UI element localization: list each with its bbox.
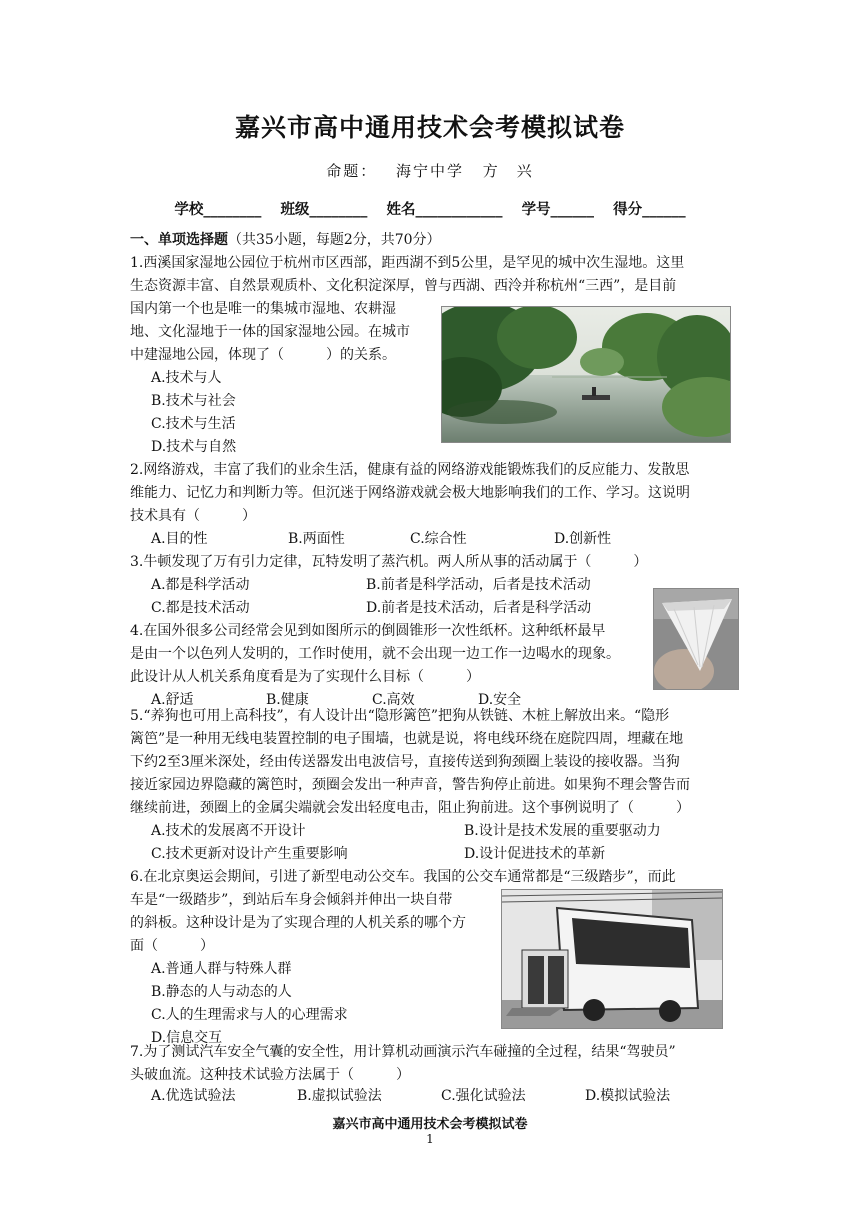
option-b: B.健康 <box>266 692 309 708</box>
bus-photo <box>501 889 723 1029</box>
question-text: 此设计从人机关系角度看是为了实现什么目标（ ） <box>130 669 480 685</box>
name-field: 姓名____________ <box>386 202 503 218</box>
option-a: A.目的性 <box>151 531 208 547</box>
question-text: 是由一个以色列人发明的，工作时使用，就不会出现一边工作一边喝水的现象。 <box>130 646 620 662</box>
question-text: 国内第一个也是唯一的集城市湿地、农耕湿 <box>130 301 396 317</box>
option-b: B.虚拟试验法 <box>297 1088 382 1104</box>
score-field: 得分______ <box>613 202 686 218</box>
question-text: 7.为了测试汽车安全气囊的安全性，用计算机动画演示汽车碰撞的全过程，结果“驾驶员” <box>130 1044 676 1060</box>
exam-title: 嘉兴市高中通用技术会考模拟试卷 <box>234 113 625 142</box>
option-a: A.都是科学活动 <box>151 577 250 593</box>
option-c: C.技术与生活 <box>151 416 236 432</box>
option-d: D.设计促进技术的革新 <box>464 846 606 862</box>
question-text: 生态资源丰富、自然景观质朴、文化积淀深厚，曾与西湖、西泠并称杭州“三西”，是目前 <box>130 278 677 294</box>
student-id-field: 学号______ <box>521 202 595 218</box>
option-d: D.技术与自然 <box>151 439 237 455</box>
author-line <box>0 160 860 181</box>
option-c: C.综合性 <box>410 531 467 547</box>
question-text: 5.“养狗也可用上高科技”，有人设计出“隐形篱笆”把狗从铁链、木桩上解放出来。“隐形 <box>130 708 670 724</box>
option-a: A.优选试验法 <box>151 1088 236 1104</box>
section-heading <box>130 230 441 250</box>
footer-title: 嘉兴市高中通用技术会考模拟试卷 <box>332 1117 528 1132</box>
class-field: 班级________ <box>280 202 368 218</box>
question-text: 地、文化湿地于一体的国家湿地公园。在城市 <box>130 324 410 340</box>
question-text: 中建湿地公园，体现了（ ）的关系。 <box>130 347 396 363</box>
option-d: D.安全 <box>478 692 522 708</box>
question-text: 6.在北京奥运会期间，引进了新型电动公交车。我国的公交车通常都是“三级踏步”，而此 <box>130 869 676 885</box>
question-text: 继续前进，颈圈上的金属尖端就会发出轻度电击，阻止狗前进。这个事例说明了（ ） <box>130 800 690 816</box>
option-b: B.前者是科学活动，后者是技术活动 <box>366 577 591 593</box>
author-label: 命题： <box>326 162 378 180</box>
section-title: 一、单项选择题 <box>130 232 228 248</box>
option-d: D.信息交互 <box>151 1030 223 1046</box>
option-a: A.技术的发展离不开设计 <box>151 823 306 839</box>
option-b: B.两面性 <box>288 531 345 547</box>
option-b: B.技术与社会 <box>151 393 236 409</box>
option-c: C.技术更新对设计产生重要影响 <box>151 846 348 862</box>
option-c: C.强化试验法 <box>441 1088 526 1104</box>
option-d: D.模拟试验法 <box>585 1088 671 1104</box>
question-text: 维能力、记忆力和判断力等。但沉迷于网络游戏就会极大地影响我们的工作、学习。这说明 <box>130 485 690 501</box>
question-text: 头破血流。这种技术试验方法属于（ ） <box>130 1067 410 1083</box>
option-a: A.舒适 <box>151 692 194 708</box>
wetland-photo <box>441 306 731 443</box>
option-a: A.技术与人 <box>151 370 222 386</box>
option-d: D.前者是技术活动，后者是科学活动 <box>366 600 592 616</box>
question-text: 下约2至3厘米深处，经由传送器发出电波信号，直接传送到狗颈圈上装设的接收器。当狗 <box>130 754 680 770</box>
question-text: 技术具有（ ） <box>130 508 256 524</box>
author-name: 方 兴 <box>482 162 534 180</box>
paper-cup-photo <box>653 588 739 690</box>
author-school: 海宁中学 <box>395 162 464 180</box>
school-field: 学校________ <box>174 202 262 218</box>
section-note: （共35小题，每题2分，共70分） <box>228 232 441 248</box>
option-a: A.普通人群与特殊人群 <box>151 961 292 977</box>
page-number: 1 <box>426 1132 434 1146</box>
option-b: B.设计是技术发展的重要驱动力 <box>464 823 661 839</box>
option-d: D.创新性 <box>554 531 612 547</box>
question-text: 3.牛顿发现了万有引力定律，瓦特发明了蒸汽机。两人所从事的活动属于（ ） <box>130 554 648 570</box>
question-text: 车是“一级踏步”，到站后车身会倾斜并伸出一块自带 <box>130 892 453 908</box>
question-text: 的斜板。这种设计是为了实现合理的人机关系的哪个方 <box>130 915 466 931</box>
question-text: 1.西溪国家湿地公园位于杭州市区西部，距西湖不到5公里，是罕见的城中次生湿地。这里 <box>130 255 685 271</box>
question-text: 2.网络游戏，丰富了我们的业余生活，健康有益的网络游戏能锻炼我们的反应能力、发散思 <box>130 462 690 478</box>
option-b: B.静态的人与动态的人 <box>151 984 292 1000</box>
option-c: C.人的生理需求与人的心理需求 <box>151 1007 348 1023</box>
option-c: C.高效 <box>372 692 415 708</box>
question-text: 篱笆”是一种用无线电装置控制的电子围墙，也就是说，将电线环绕在庭院四周，埋藏在地 <box>130 731 684 747</box>
question-text: 面（ ） <box>130 938 214 954</box>
option-c: C.都是技术活动 <box>151 600 250 616</box>
question-text: 接近家园边界隐藏的篱笆时，颈圈会发出一种声音，警告狗停止前进。如果狗不理会警告而 <box>130 777 690 793</box>
student-info-line <box>0 198 860 219</box>
question-text: 4.在国外很多公司经常会见到如图所示的倒圆锥形一次性纸杯。这种纸杯最早 <box>130 623 606 639</box>
